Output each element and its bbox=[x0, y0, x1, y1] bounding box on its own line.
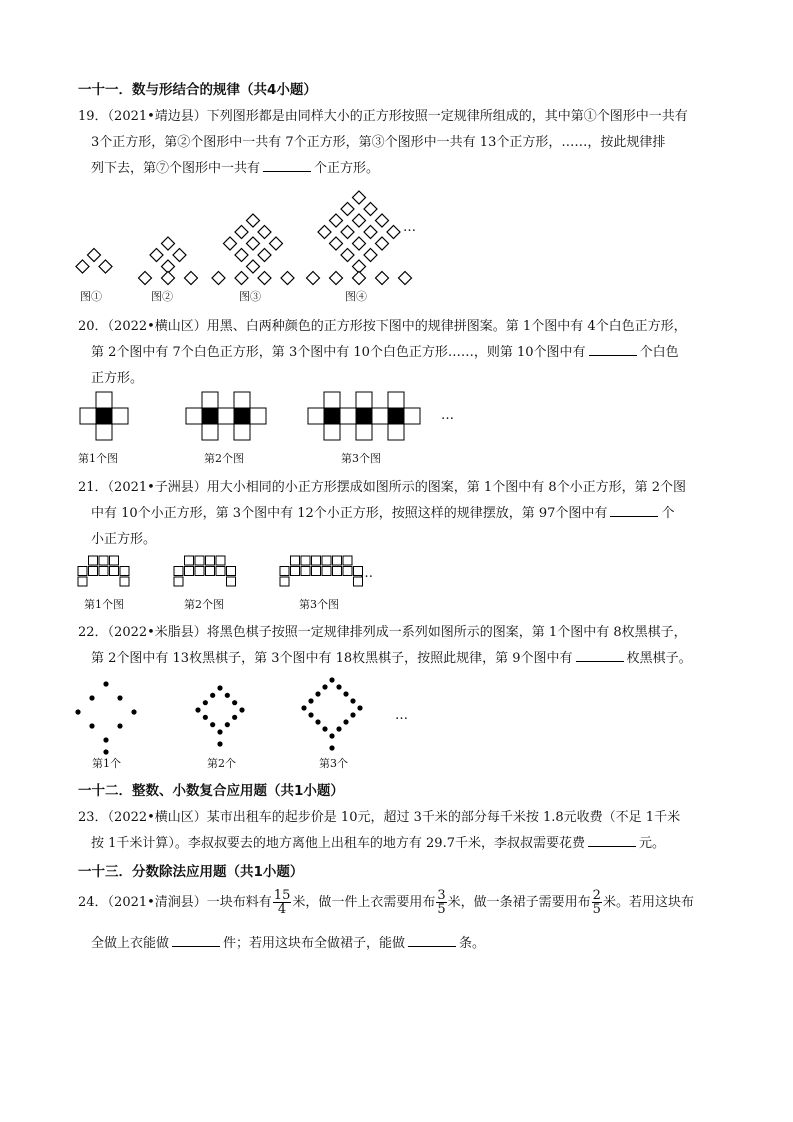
q21-line-3: 小正方形。 bbox=[91, 532, 157, 547]
q19-fig3-square bbox=[270, 237, 283, 250]
q19-fig4-square bbox=[341, 226, 354, 239]
q24-answer-blank-2[interactable] bbox=[408, 934, 456, 947]
q21-fig2-square bbox=[185, 567, 194, 576]
q21-fig2-square bbox=[227, 567, 236, 576]
q19-line-3 bbox=[91, 157, 379, 176]
q21-fig3-square bbox=[333, 567, 342, 576]
q20-line-1: 20．（2022•横山区）用黑、白两种颜色的正方形按下图中的规律拼图案。第 1个图中有 4个白色正方形， bbox=[78, 319, 687, 334]
q19-fig4-square bbox=[307, 272, 320, 285]
q22-fig3-piece bbox=[336, 684, 341, 689]
q20-fig1-black-square bbox=[96, 408, 112, 424]
q19-fig3-square bbox=[247, 260, 260, 273]
q19-fig4-square bbox=[364, 203, 377, 216]
q19-fig4-square bbox=[376, 272, 389, 285]
q19-fig4-square bbox=[341, 203, 354, 216]
q21-fig2-square bbox=[174, 577, 183, 586]
q21-fig3-square bbox=[301, 567, 310, 576]
q22-fig1-piece bbox=[75, 709, 80, 714]
q21-fig1-square bbox=[78, 577, 87, 586]
q19-fig2-square bbox=[173, 249, 186, 262]
q22-fig3-piece bbox=[308, 698, 313, 703]
q22-fig1-piece bbox=[89, 723, 94, 728]
q24-text-6: 件；若用这块布全做裙子，能做 bbox=[223, 936, 406, 951]
q19-line-1: 19．（2021•靖边县）下列图形都是由同样大小的正方形按照一定规律所组成的，其中第①个图形中一共有 bbox=[78, 109, 688, 124]
q19-caption-1: 图① bbox=[80, 290, 102, 303]
q21-fig3-square bbox=[312, 556, 321, 565]
q21-fig3-square bbox=[280, 567, 289, 576]
q20-ellipsis: … bbox=[441, 408, 454, 423]
q21-fig1-square bbox=[99, 567, 108, 576]
q21-fig3-square bbox=[291, 567, 300, 576]
q19-fig4-square bbox=[376, 237, 389, 250]
q21-fig3-square bbox=[322, 567, 331, 576]
q21-figure bbox=[78, 556, 398, 596]
q21-text-b: 个 bbox=[661, 506, 675, 521]
q20-fig1-white-square bbox=[80, 408, 96, 424]
q19-fig3-square bbox=[224, 237, 237, 250]
q20-fig1-white-square bbox=[112, 408, 128, 424]
q21-fig2-square bbox=[216, 556, 225, 565]
q24-f2-numerator: 3 bbox=[437, 888, 446, 903]
q21-fig1-square bbox=[89, 556, 98, 565]
q22-fig2-piece bbox=[210, 693, 215, 698]
q22-fig3-piece bbox=[315, 719, 320, 724]
q23-answer-blank[interactable] bbox=[588, 834, 636, 847]
q22-answer-blank[interactable] bbox=[576, 649, 624, 662]
q22-fig2-piece bbox=[203, 700, 208, 705]
q21-fig2-square bbox=[216, 567, 225, 576]
q19-fig3-square bbox=[247, 237, 260, 250]
q22-fig2-piece bbox=[217, 741, 222, 746]
q19-fig4-square bbox=[376, 214, 389, 227]
q19-fig2-square bbox=[185, 272, 198, 285]
q19-fig3-square bbox=[212, 272, 225, 285]
q20-fig2-white-square bbox=[202, 424, 218, 440]
q24-f1-numerator: 15 bbox=[273, 888, 291, 903]
q22-caption-2: 第2个 bbox=[207, 757, 236, 770]
q24-f3-numerator: 2 bbox=[592, 888, 601, 903]
q20-fig3-black-square bbox=[388, 408, 404, 424]
q22-fig3-piece bbox=[343, 691, 348, 696]
q20-fig3-white-square bbox=[324, 392, 340, 408]
q19-fig4-square bbox=[387, 226, 400, 239]
q22-line-1: 22．（2022•米脂县）将黑色棋子按照一定规律排列成一系列如图所示的图案，第 1个图中有 8枚黑棋子， bbox=[78, 625, 687, 640]
q24-line-1 bbox=[78, 886, 694, 920]
q19-fig2-square bbox=[162, 272, 175, 285]
q21-fig2-square bbox=[206, 556, 215, 565]
q21-line-1: 21．（2021•子洲县）用大小相同的小正方形摆成如图所示的图案，第 1个图中有 8个小正方形，第 2个图 bbox=[78, 480, 687, 495]
q24-text-2: 米，做一件上衣需要用布 bbox=[292, 895, 436, 910]
q19-fig2-square bbox=[162, 237, 175, 250]
q23-text-a: 按 1千米计算）。李叔叔要去的地方离他上出租车的地方有 29.7千米，李叔叔需要花费 bbox=[91, 836, 585, 851]
q22-fig1-piece bbox=[103, 681, 108, 686]
q22-fig2-piece bbox=[217, 685, 222, 690]
q21-fig2-square bbox=[227, 577, 236, 586]
q20-fig2-black-square bbox=[234, 408, 250, 424]
q20-fig2-white-square bbox=[186, 408, 202, 424]
q19-fig3-square bbox=[281, 272, 294, 285]
q24-text-5: 全做上衣能做 bbox=[91, 936, 170, 951]
section-heading-11: 一十一．数与形结合的规律（共4小题） bbox=[78, 82, 317, 98]
q24-f2-denominator: 5 bbox=[437, 902, 446, 917]
q22-fig1-piece bbox=[117, 723, 122, 728]
q21-fig1-square bbox=[99, 556, 108, 565]
q22-fig1-piece bbox=[117, 695, 122, 700]
q21-fig1-square bbox=[110, 567, 119, 576]
q19-fig3-square bbox=[258, 226, 271, 239]
q24-text-7: 条。 bbox=[459, 936, 486, 951]
q22-fig2-piece bbox=[232, 700, 237, 705]
q22-fig3-piece bbox=[357, 705, 362, 710]
q21-answer-blank[interactable] bbox=[610, 504, 658, 517]
q20-caption-2: 第2个图 bbox=[204, 452, 244, 465]
q21-fig3-square bbox=[301, 556, 310, 565]
q20-figure bbox=[78, 392, 478, 452]
q22-fig1-piece bbox=[131, 709, 136, 714]
q19-fig4-square bbox=[330, 272, 343, 285]
q21-caption-3: 第3个图 bbox=[299, 598, 339, 611]
section-heading-12: 一十二．整数、小数复合应用题（共1小题） bbox=[78, 783, 344, 799]
q22-fig3-piece bbox=[308, 712, 313, 717]
q19-text-b: 个正方形。 bbox=[314, 161, 380, 176]
q20-fig3-black-square bbox=[324, 408, 340, 424]
q19-figure bbox=[70, 182, 470, 302]
q20-fig3-white-square bbox=[340, 408, 356, 424]
q19-caption-4: 图④ bbox=[345, 290, 367, 303]
q22-fig3-piece bbox=[350, 698, 355, 703]
q19-line-2: 3个正方形，第②个图形中一共有 7个正方形，第③个图形中一共有 13个正方形，……，按此规律排 bbox=[91, 135, 666, 150]
q20-fig2-white-square bbox=[234, 424, 250, 440]
q19-fig1-square bbox=[99, 260, 112, 273]
q22-fig3-piece bbox=[343, 719, 348, 724]
q20-fig3-white-square bbox=[356, 424, 372, 440]
q19-ellipsis: … bbox=[403, 220, 416, 235]
q20-line-3: 正方形。 bbox=[91, 371, 144, 386]
q22-caption-1: 第1个 bbox=[92, 757, 121, 770]
q19-answer-blank[interactable] bbox=[263, 159, 311, 172]
q21-fig3-square bbox=[343, 556, 352, 565]
q19-fig2-square bbox=[139, 272, 152, 285]
q22-fig2-piece bbox=[225, 722, 230, 727]
q22-caption-3: 第3个 bbox=[319, 757, 348, 770]
q19-fig4-square bbox=[364, 226, 377, 239]
q22-fig2-piece bbox=[232, 715, 237, 720]
q19-fig4-square bbox=[330, 214, 343, 227]
q24-text-3: 米，做一条裙子需要用布 bbox=[447, 895, 591, 910]
q22-fig2-piece bbox=[239, 707, 244, 712]
q21-fig2-square bbox=[206, 567, 215, 576]
q24-text-4: 米。若用这块布 bbox=[602, 895, 694, 910]
q22-fig2-piece bbox=[210, 722, 215, 727]
q19-fig4-square bbox=[330, 237, 343, 250]
q19-text-a: 列下去，第⑦个图形中一共有 bbox=[91, 161, 261, 176]
q19-fig3-square bbox=[258, 272, 271, 285]
q22-ellipsis: … bbox=[395, 708, 408, 723]
q19-fig4-square bbox=[353, 272, 366, 285]
q20-fig3-black-square bbox=[356, 408, 372, 424]
q24-f1-denominator: 4 bbox=[277, 902, 287, 917]
q21-fig1-square bbox=[120, 577, 129, 586]
q20-fig3-white-square bbox=[404, 408, 420, 424]
q22-figure bbox=[70, 670, 470, 760]
q20-fig2-white-square bbox=[234, 392, 250, 408]
q19-fig3-square bbox=[247, 214, 260, 227]
q24-fraction-2 bbox=[436, 889, 446, 916]
q20-fig3-white-square bbox=[324, 424, 340, 440]
q19-fig4-square bbox=[364, 249, 377, 262]
q20-text-b: 个白色 bbox=[639, 345, 679, 360]
q19-fig4-square bbox=[318, 226, 331, 239]
q19-fig3-square bbox=[235, 226, 248, 239]
q21-caption-1: 第1个图 bbox=[84, 598, 124, 611]
q21-fig1-square bbox=[120, 567, 129, 576]
q20-fig3-white-square bbox=[308, 408, 324, 424]
q22-fig3-piece bbox=[301, 705, 306, 710]
section-heading-13: 一十三．分数除法应用题（共1小题） bbox=[78, 864, 304, 880]
q21-fig3-square bbox=[291, 556, 300, 565]
q19-fig3-square bbox=[235, 272, 248, 285]
q21-text-a: 中有 10个小正方形，第 3个图中有 12个小正方形，按照这样的规律摆放，第 97个图中有 bbox=[91, 506, 608, 521]
q19-caption-3: 图③ bbox=[239, 290, 261, 303]
q22-fig2-piece bbox=[195, 707, 200, 712]
q23-text-b: 元。 bbox=[638, 836, 665, 851]
q21-fig3-square bbox=[322, 556, 331, 565]
q22-fig3-piece bbox=[350, 712, 355, 717]
q21-fig3-square bbox=[280, 577, 289, 586]
q21-ellipsis: … bbox=[360, 566, 373, 581]
q22-fig3-piece bbox=[329, 745, 334, 750]
q21-fig2-square bbox=[195, 556, 204, 565]
q22-fig3-piece bbox=[315, 691, 320, 696]
q22-fig3-piece bbox=[322, 684, 327, 689]
q19-fig4-square bbox=[353, 214, 366, 227]
q20-fig2-white-square bbox=[250, 408, 266, 424]
q21-fig1-square bbox=[89, 567, 98, 576]
q21-fig1-square bbox=[78, 567, 87, 576]
q22-fig2-piece bbox=[203, 715, 208, 720]
q20-fig3-white-square bbox=[356, 392, 372, 408]
q19-fig4-square bbox=[399, 272, 412, 285]
q20-text-a: 第 2个图中有 7个白色正方形，第 3个图中有 10个白色正方形……，则第 10个图中有 bbox=[91, 345, 586, 360]
q22-fig3-piece bbox=[336, 726, 341, 731]
q19-fig4-square bbox=[341, 249, 354, 262]
q22-fig2-piece bbox=[225, 693, 230, 698]
q22-fig1-piece bbox=[103, 737, 108, 742]
q19-fig4-square bbox=[353, 237, 366, 250]
q21-fig3-square bbox=[312, 567, 321, 576]
q22-fig2-piece bbox=[217, 729, 222, 734]
q20-caption-3: 第3个图 bbox=[341, 452, 381, 465]
q20-fig1-white-square bbox=[96, 424, 112, 440]
q19-fig3-square bbox=[235, 249, 248, 262]
q21-fig3-square bbox=[333, 556, 342, 565]
q22-fig1-piece bbox=[89, 695, 94, 700]
q19-fig3-square bbox=[258, 249, 271, 262]
q19-fig4-square bbox=[353, 191, 366, 204]
q21-fig1-square bbox=[110, 556, 119, 565]
q24-fraction-1 bbox=[273, 889, 292, 916]
q20-fig2-white-square bbox=[202, 392, 218, 408]
q20-answer-blank[interactable] bbox=[589, 343, 637, 356]
q24-fraction-3 bbox=[592, 889, 602, 916]
q23-line-1: 23．（2022•横山区）某市出租车的起步价是 10元，超过 3千米的部分每千米按 1.8元收费（不足 1千米 bbox=[78, 810, 681, 825]
q20-fig2-black-square bbox=[202, 408, 218, 424]
q22-fig1-piece bbox=[103, 749, 108, 754]
q19-fig2-square bbox=[150, 249, 163, 262]
q22-fig3-piece bbox=[322, 726, 327, 731]
q20-fig1-white-square bbox=[96, 392, 112, 408]
q20-fig3-white-square bbox=[388, 392, 404, 408]
q22-text-b: 枚黑棋子。 bbox=[626, 651, 692, 666]
q22-fig3-piece bbox=[329, 733, 334, 738]
q19-fig1-square bbox=[76, 260, 89, 273]
q20-caption-1: 第1个图 bbox=[78, 452, 118, 465]
q21-fig2-square bbox=[195, 567, 204, 576]
q21-fig3-square bbox=[343, 567, 352, 576]
q19-caption-2: 图② bbox=[151, 290, 173, 303]
q24-answer-blank-1[interactable] bbox=[172, 934, 220, 947]
q20-fig3-white-square bbox=[388, 424, 404, 440]
q21-fig2-square bbox=[185, 556, 194, 565]
q24-text-1: 24．（2021•清涧县）一块布料有 bbox=[78, 895, 272, 910]
q21-fig2-square bbox=[174, 567, 183, 576]
q22-text-a: 第 2个图中有 13枚黑棋子，第 3个图中有 18枚黑棋子，按照此规律，第 9个图中有 bbox=[91, 651, 573, 666]
q22-fig3-piece bbox=[329, 677, 334, 682]
q20-fig2-white-square bbox=[218, 408, 234, 424]
q21-caption-2: 第2个图 bbox=[184, 598, 224, 611]
q20-fig3-white-square bbox=[372, 408, 388, 424]
q19-fig1-square bbox=[88, 249, 101, 262]
q24-f3-denominator: 5 bbox=[592, 902, 601, 917]
